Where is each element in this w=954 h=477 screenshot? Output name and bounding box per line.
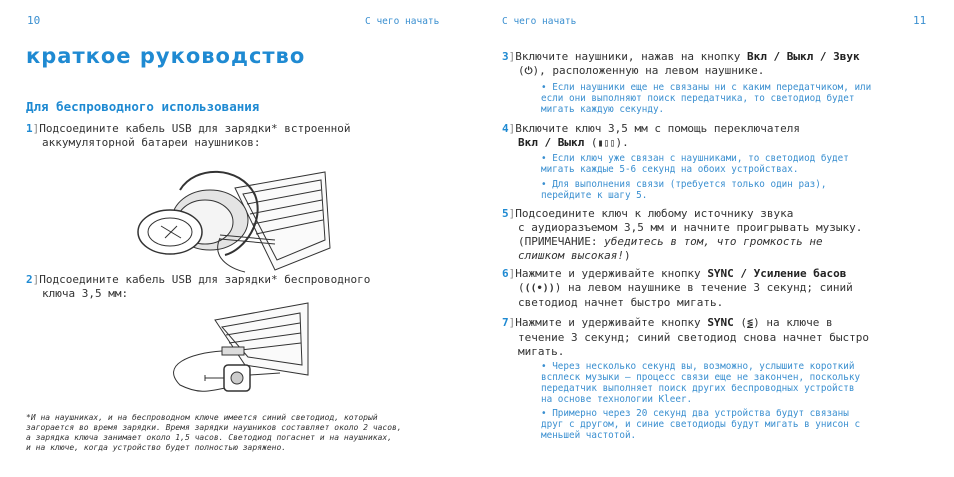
- step-1: 1]Подсоедините кабель USB для зарядки* встроенной аккумуляторной батареи наушников:: [26, 122, 351, 149]
- step-7: 7]Нажмите и удерживайте кнопку SYNC (≶) на ключе в течение 3 секунд; синий светодиод снова начнет быстро мигать.: [502, 316, 869, 358]
- sync-button-icon: ≶: [747, 318, 754, 329]
- step-4: 4]Включите ключ 3,5 мм с помощь переключателя Вкл / Выкл (▮▯▯).: [502, 122, 801, 149]
- page-number-left: 10: [27, 14, 41, 27]
- step-7-note-2: • Примерно через 20 секунд два устройства будут связаны друг с другом, и синие светодиоды будут мигать в унисон с меньшей частотой.: [541, 408, 861, 441]
- step-3: 3]Включите наушники, нажав на кнопку Вкл / Выкл / Звук (⏻), расположенную на левом наушнике.: [502, 50, 860, 77]
- step-2: 2]Подсоедините кабель USB для зарядки* беспроводного ключа 3,5 мм:: [26, 273, 371, 300]
- page-number-right: 11: [913, 14, 927, 27]
- step-4-note-2: • Для выполнения связи (требуется только один раз), перейдите к шагу 5.: [541, 179, 827, 201]
- section-header-left: С чего начать: [365, 16, 440, 27]
- dongle-charging-illustration: [150, 295, 310, 400]
- switch-icon: ▮▯▯: [597, 138, 616, 149]
- power-icon: ⏻: [524, 66, 533, 77]
- footnote: *И на наушниках, и на беспроводном ключе имеется синий светодиод, который загорается во время зарядки. Время зарядки наушников составляет около 2 часов, а зарядка ключа занимает около 1,5 часов. Светодиод погаснет и на наушниках, и на ключе, когда устройство будет полностью заряжено.: [26, 413, 402, 452]
- step-4-note-1: • Если ключ уже связан с наушниками, то светодиод будет мигать каждые 5-6 секунд на обоих устройствах.: [541, 153, 849, 175]
- section-header-right: С чего начать: [502, 16, 577, 27]
- step-5: 5]Подсоедините ключ к любому источнику звука с аудиоразъемом 3,5 мм и начните проигрывать музыку. (ПРИМЕЧАНИЕ: убедитесь в том, что громкость не слишком высокая!): [502, 207, 863, 262]
- sync-icon: ((•)): [524, 283, 555, 294]
- headphones-charging-illustration: [125, 160, 335, 275]
- step-3-note: • Если наушники еще не связаны ни с каким передатчиком, или если они выполняют поиск передатчика, то светодиод будет мигать каждую секунду.: [541, 82, 872, 115]
- section-subtitle: Для беспроводного использования: [26, 99, 260, 114]
- page-title: краткое руководство: [26, 44, 306, 68]
- step-6: 6]Нажмите и удерживайте кнопку SYNC / Усиление басов (((•))) на левом наушнике в течение 3 секунд; синий светодиод начнет быстро мигать.: [502, 267, 853, 309]
- step-7-note-1: • Через несколько секунд вы, возможно, услышите короткий всплеск музыки — процесс связи еще не закончен, поскольку передатчик выполняет поиск других беспроводных устройств на основе технологии Kleer.: [541, 361, 861, 405]
